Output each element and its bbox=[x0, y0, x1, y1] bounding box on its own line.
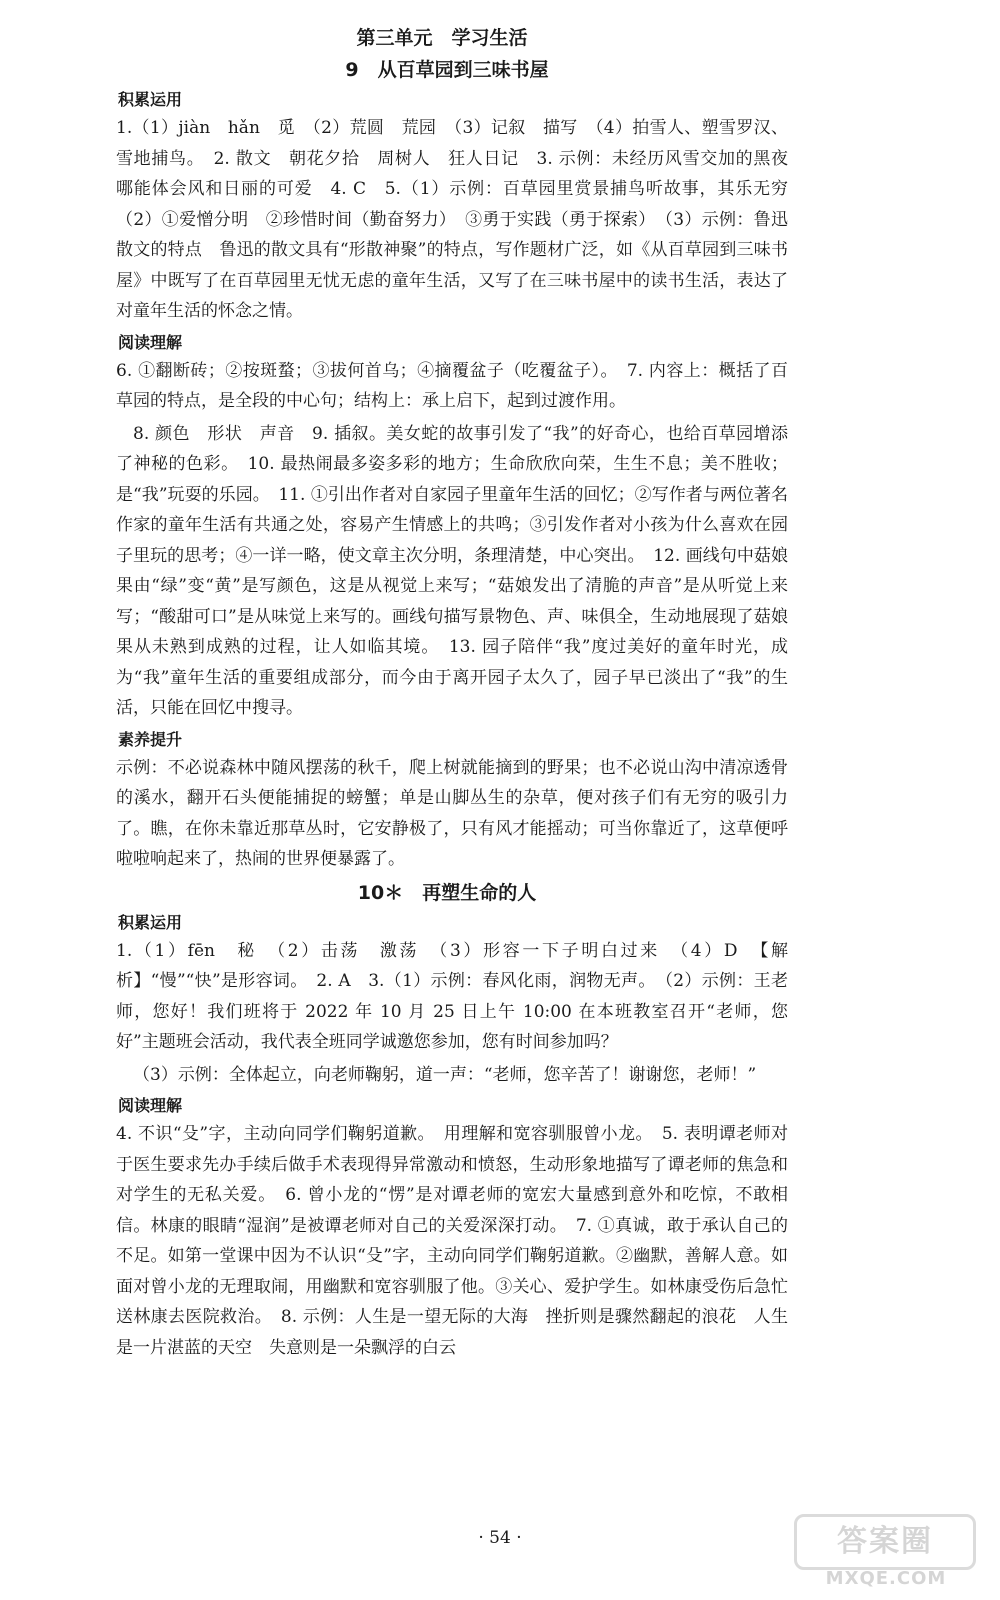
answer-paragraph: 示例：不必说森林中随风摆荡的秋千，爬上树就能摘到的野果；也不必说山沟中清凉透骨的溪水，翻开石头便能捕捉的螃蟹；单是山脚丛生的杂草，便对孩子们有无穷的吸引力了。瞧，在你未靠近那草丛时，它安静极了，只有风才能摇动；可当你靠近了，这草便呼啦啦响起来了，热闹的世界便暴露了。 bbox=[116, 757, 788, 869]
answer-paragraph: 1.（1）fēn 秘 （2）击荡 激荡 （3）形容一下子明白过来 （4）D 【解析】“慢”“快”是形容词。 2. A 3.（1）示例：春风化雨，润物无声。 （2）示例：王老师，您好！我们班将于 2022 年 10 月 25 日上午 10:00 在本班教室召开“老师，您好”主题班会活动，我代表全班同学诚邀您参加，您有时间参加吗？ bbox=[116, 940, 788, 1052]
answer-page bbox=[116, 22, 805, 1365]
answer-paragraph: 8. 颜色 形状 声音 9. 插叙。美女蛇的故事引发了“我”的好奇心，也给百草园增添了神秘的色彩。 10. 最热闹最多姿多彩的地方；生命欣欣向荣，生生不息；美不胜收；是“我”玩耍的乐园。 11. ①引出作者对自家园子里童年生活的回忆；②写作者与两位著名作家的童年生活有共通之处，容易产生情感上的共鸣；③引发作者对小孩为什么喜欢在园子里玩的思考；④一详一略，使文章主次分明，条理清楚，中心突出。 12. 画线句中菇娘果由“绿”变“黄”是写颜色，这是从视觉上来写；“菇娘发出了清脆的声音”是从听觉上来写；“酸甜可口”是从味觉上来写的。画线句描写景物色、声、味俱全，生动地展现了菇娘果从未熟到成熟的过程，让人如临其境。 13. 园子陪伴“我”度过美好的童年时光，成为“我”童年生活的重要组成部分，而今由于离开园子太久了，园子早已淡出了“我”的生活，只能在回忆中搜寻。 bbox=[116, 423, 788, 718]
section-heading: 积累运用 bbox=[118, 90, 183, 109]
section-heading: 素养提升 bbox=[118, 729, 183, 749]
answer-paragraph: 1.（1）jiàn hǎn 觅 （2）荒圆 荒园 （3）记叙 描写 （4）拍雪人、塑雪罗汉、雪地捕鸟。 2. 散文 朝花夕拾 周树人 狂人日记 3. 示例：未经历风雪交加的黑夜 哪能体会风和日丽的可爱 4. C 5.（1）示例：百草园里赏景捕鸟听故事，其乐无穷 （2）①爱憎分明 ②珍惜时间（勤奋努力） ③勇于实践（勇于探索） （3）示例：鲁迅散文的特点 鲁迅的散文具有“形散神聚”的特点，写作题材广泛，如《从百草园到三味书屋》中既写了在百草园里无忧无虑的童年生活，又写了在三味书屋中的读书生活，表达了对童年生活的怀念之情。 bbox=[116, 118, 805, 321]
answer-paragraph: 6. ①翻断砖；②按斑蝥；③拔何首乌；④摘覆盆子（吃覆盆子）。 7. 内容上：概括了百草园的特点，是全段的中心句；结构上：承上启下，起到过渡作用。 bbox=[116, 360, 788, 411]
section-heading: 阅读理解 bbox=[118, 332, 183, 352]
watermark-logo-text: 答案圈 bbox=[794, 1514, 976, 1570]
watermark-url: MXQE.COM bbox=[825, 1568, 947, 1589]
lesson-title: 9 从百草园到三味书屋 bbox=[345, 59, 549, 81]
lesson-title: 10＊ 再塑生命的人 bbox=[357, 881, 537, 904]
section-heading: 积累运用 bbox=[118, 912, 183, 932]
section-heading: 阅读理解 bbox=[118, 1096, 183, 1115]
unit-title: 第三单元 学习生活 bbox=[356, 27, 528, 49]
page-number: · 54 · bbox=[478, 1528, 522, 1548]
lesson-10 bbox=[116, 877, 788, 1364]
answer-paragraph: 4. 不识“殳”字，主动向同学们鞠躬道歉。 用理解和宽容驯服曾小龙。 5. 表明谭老师对于医生要求先办手续后做手术表现得异常激动和愤怒，生动形象地描写了谭老师的焦急和对学生的无私关爱。 6. 曾小龙的“愣”是对谭老师的宽宏大量感到意外和吃惊，不敢相信。林康的眼睛“湿润”是被谭老师对自己的关爱深深打动。 7. ①真诚，敢于承认自己的不足。如第一堂课中因为不认识“殳”字，主动向同学们鞠躬道歉。②幽默，善解人意。如面对曾小龙的无理取闹，用幽默和宽容驯服了他。③关心、爱护学生。如林康受伤后急忙送林康去医院救治。 8. 示例：人生是一望无际的大海 挫折则是骤然翻起的浪花 人生是一片湛蓝的天空 失意则是一朵飘浮的白云 bbox=[116, 1124, 788, 1358]
watermark-logo bbox=[792, 1514, 982, 1590]
lesson-9 bbox=[116, 54, 805, 875]
answer-paragraph: （3）示例：全体起立，向老师鞠躬，道一声：“老师，您辛苦了！谢谢您，老师！” bbox=[133, 1064, 757, 1085]
